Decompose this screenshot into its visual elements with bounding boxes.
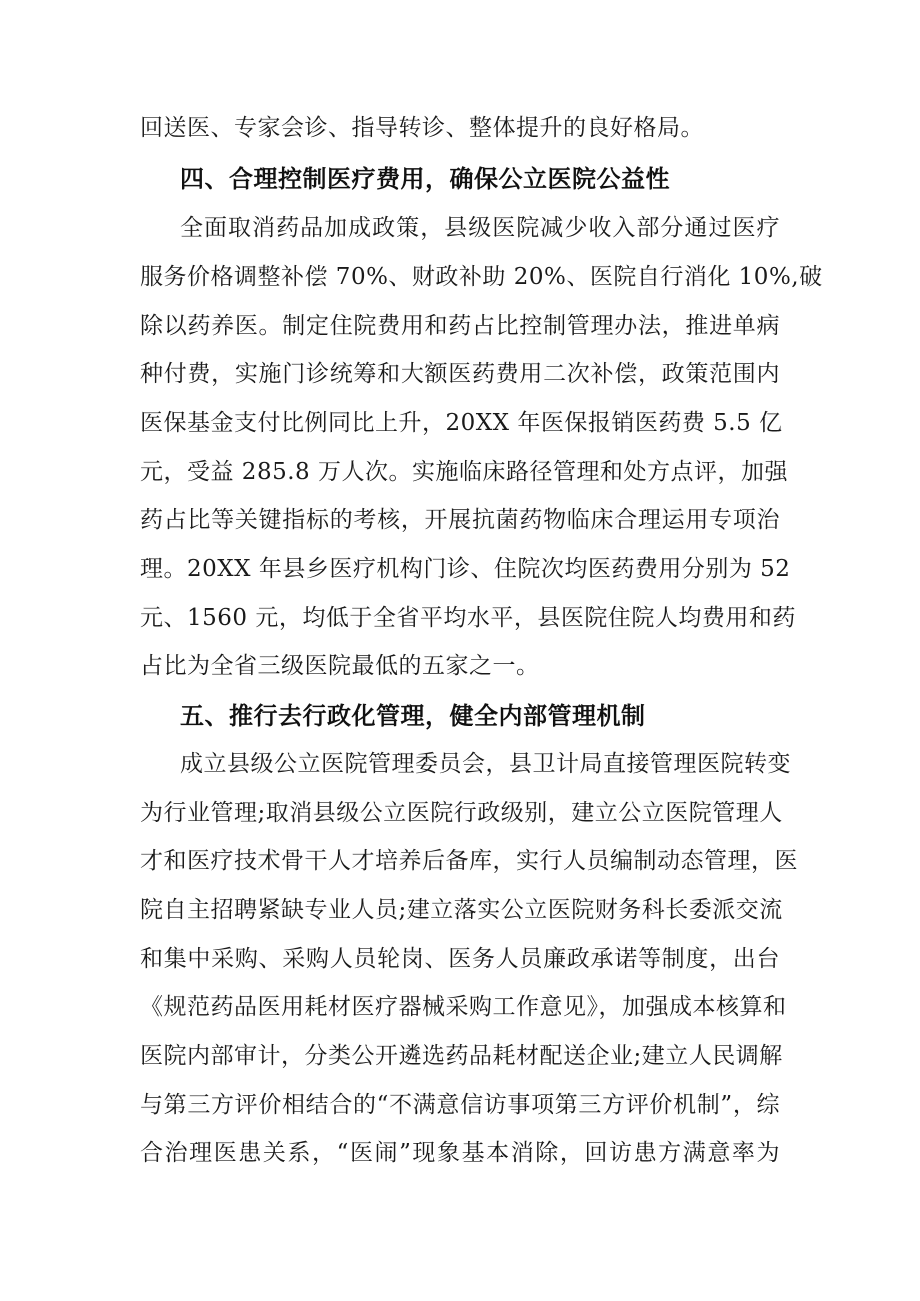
paragraph-line: 服务价格调整补偿 70%、财政补助 20%、医院自行消化 10%,破 — [140, 264, 823, 290]
paragraph-line: 种付费，实施门诊统筹和大额医药费用二次补偿，政策范围内 — [140, 361, 780, 387]
section-heading-5: 五、推行去行政化管理，健全内部管理机制 — [180, 702, 646, 730]
paragraph-line: 药占比等关键指标的考核，开展抗菌药物临床合理运用专项治 — [140, 507, 780, 533]
paragraph-line: 医保基金支付比例同比上升，20XX 年医保报销医药费 5.5 亿 — [140, 410, 783, 436]
paragraph-line: 全面取消药品加成政策，县级医院减少收入部分通过医疗 — [180, 215, 780, 241]
paragraph-line: 元，受益 285.8 万人次。实施临床路径管理和处方点评，加强 — [140, 459, 788, 485]
paragraph-line: 元、1560 元，均低于全省平均水平，县医院住院人均费用和药 — [140, 605, 796, 631]
paragraph-line: 占比为全省三级医院最低的五家之一。 — [140, 653, 540, 679]
paragraph-line: 和集中采购、采购人员轮岗、医务人员廉政承诺等制度，出台 — [140, 946, 780, 972]
paragraph-line: 理。20XX 年县乡医疗机构门诊、住院次均医药费用分别为 52 — [140, 556, 791, 582]
paragraph-line: 回送医、专家会诊、指导转诊、整体提升的良好格局。 — [140, 115, 704, 141]
paragraph-line: 除以药养医。制定住院费用和药占比控制管理办法，推进单病 — [140, 313, 780, 339]
paragraph-line: 为行业管理;取消县级公立医院行政级别，建立公立医院管理人 — [140, 800, 783, 826]
paragraph-line: 才和医疗技术骨干人才培养后备库，实行人员编制动态管理，医 — [140, 848, 798, 874]
paragraph-line: 成立县级公立医院管理委员会，县卫计局直接管理医院转变 — [180, 751, 791, 777]
paragraph-line: 合治理医患关系，“医闹”现象基本消除，回访患方满意率为 — [140, 1140, 780, 1166]
paragraph-line: 《规范药品医用耗材医疗器械采购工作意见》，加强成本核算和 — [140, 994, 787, 1020]
paragraph-line: 医院内部审计，分类公开遴选药品耗材配送企业;建立人民调解 — [140, 1043, 783, 1069]
section-heading-4: 四、合理控制医疗费用，确保公立医院公益性 — [180, 165, 670, 193]
paragraph-line: 与第三方评价相结合的“不满意信访事项第三方评价机制”，综 — [140, 1092, 780, 1118]
paragraph-line: 院自主招聘紧缺专业人员;建立落实公立医院财务科长委派交流 — [140, 897, 783, 923]
